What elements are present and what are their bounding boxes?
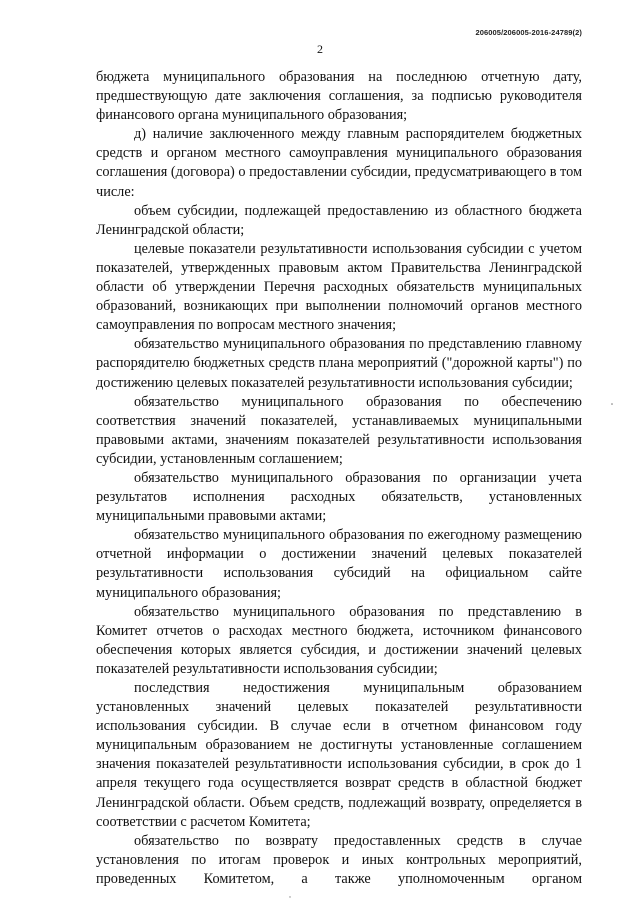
- paragraph-10: последствия недостижения муниципальным образованием установленных значений целевых показателей результативности использования субсидии. В случае если в отчетном финансовом году муниципальным образованием не достигнуты установленные соглашением значения показателей результативности использования субсидии, в срок до 1 апреля текущего года осуществляется возврат средств в областной бюджет Ленинградской области. Объем средств, подлежащий возврату, определяется в соответствии с расчетом Комитета;: [96, 680, 582, 830]
- paragraph-9: обязательство муниципального образования по представлению в Комитет отчетов о расходах местного бюджета, источником финансового обеспечения которых является субсидия, и достижении значений целевых показателей результативности использования субсидии;: [96, 603, 582, 677]
- paragraph-4: целевые показатели результативности использования субсидии с учетом показателей, утвержденных правовым актом Правительства Ленинградской области об утверждении Перечня расходных обязательств муниципальных образований, возникающих при выполнении полномочий органов местного самоуправления по вопросам местного значения;: [96, 240, 582, 334]
- paragraph-6: обязательство муниципального образования по обеспечению соответствия значений показателей, устанавливаемых муниципальными правовыми актами, значениям показателей результативности использования субсидии, установленным соглашением;: [96, 393, 582, 467]
- document-body: [96, 68, 582, 889]
- paragraph-11: обязательство по возврату предоставленных средств в случае установления по итогам проверок и иных контрольных мероприятий, проведенных Комитетом, а также уполномоченным органом: [96, 832, 582, 887]
- paragraph-1: бюджета муниципального образования на последнюю отчетную дату, предшествующую дате заключения соглашения, за подписью руководителя финансового органа муниципального образования;: [96, 69, 582, 124]
- page-number: 2: [317, 42, 323, 56]
- scan-speck: [611, 403, 613, 405]
- paragraph-3: объем субсидии, подлежащей предоставлению из областного бюджета Ленинградской области;: [96, 202, 582, 238]
- paragraph-5: обязательство муниципального образования по представлению главному распорядителю бюджетных средств плана мероприятий ("дорожной карты") по достижению целевых показателей результативности использования субсидии;: [96, 336, 582, 391]
- scan-speck: [289, 896, 290, 897]
- paragraph-7: обязательство муниципального образования по организации учета результатов исполнения расходных обязательств, установленных муниципальными правовыми актами;: [96, 469, 582, 525]
- paragraph-8: обязательство муниципального образования по ежегодному размещению отчетной информации о достижении значений целевых показателей результативности использования субсидий на официальном сайте муниципального образования;: [96, 527, 582, 601]
- document-id: 206005/206005-2016-24789(2): [475, 28, 582, 37]
- paragraph-2: д) наличие заключенного между главным распорядителем бюджетных средств и органом местного самоуправления муниципального образования соглашения (договора) о предоставлении субсидии, предусматривающего в том числе:: [96, 126, 582, 200]
